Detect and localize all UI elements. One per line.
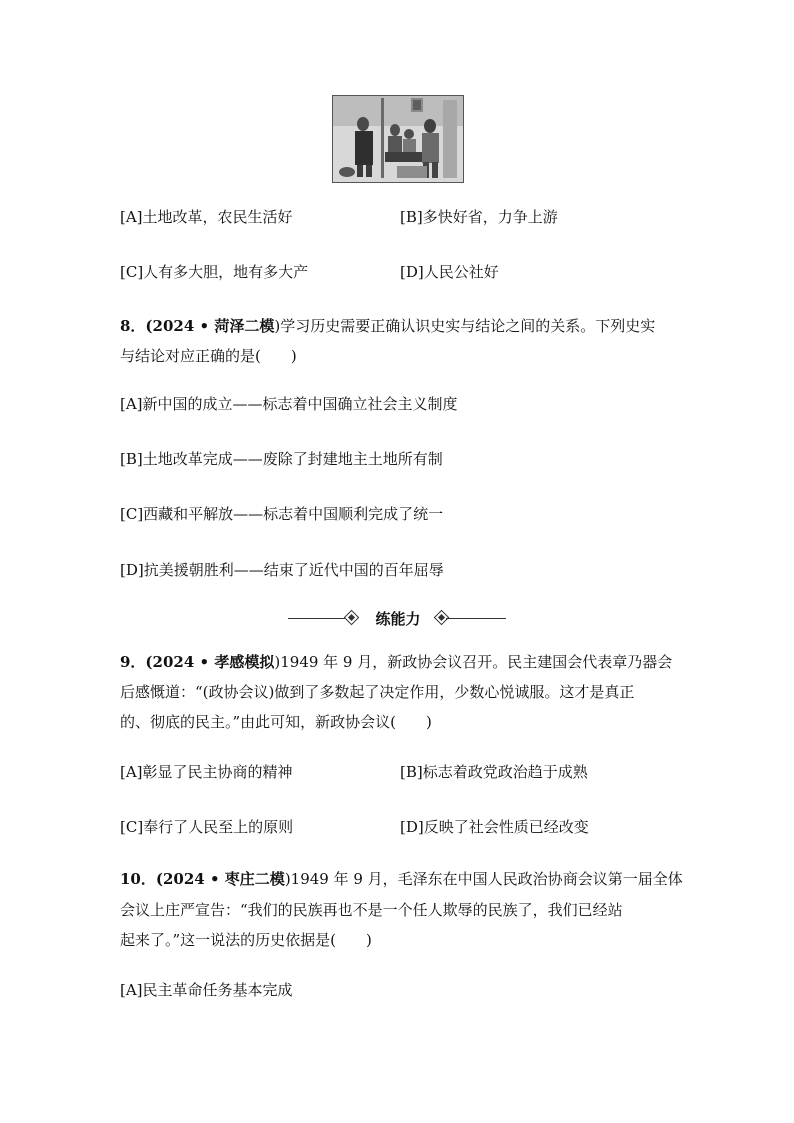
q10-stem-line1 bbox=[120, 869, 683, 889]
q7-option-d[interactable]: [D]人民公社好 bbox=[400, 263, 499, 281]
q7-option-a[interactable]: [A]土地改革，农民生活好 bbox=[120, 208, 293, 226]
q8-stem-line1 bbox=[120, 316, 655, 336]
q10-stem-line2: 会议上庄严宣告：“我们的民族再也不是一个任人欺辱的民族了，我们已经站 bbox=[120, 901, 623, 919]
q10-number: 10．(2024 bbox=[120, 870, 205, 888]
section-title: 练能力 bbox=[375, 610, 421, 628]
q9-stem-line3: 的、彻底的民主。”由此可知，新政协会议( ) bbox=[120, 713, 432, 731]
diamond-icon bbox=[344, 610, 360, 626]
q10-option-a[interactable]: [A]民主革命任务基本完成 bbox=[120, 981, 293, 999]
divider-rule-right bbox=[446, 618, 506, 619]
q10-stem-tail: )1949 年 9 月，毛泽东在中国人民政治协商会议第一届全体 bbox=[284, 870, 683, 888]
q10-source: 枣庄二模 bbox=[224, 870, 285, 888]
q10-stem-line3: 起来了。”这一说法的历史依据是( ) bbox=[120, 931, 372, 949]
section-divider bbox=[288, 608, 506, 630]
q7-option-c[interactable]: [C]人有多大胆，地有多大产 bbox=[120, 263, 309, 281]
q8-option-d[interactable]: [D]抗美援朝胜利——结束了近代中国的百年屈辱 bbox=[120, 561, 444, 579]
q9-stem-line2: 后感慨道：“(政协会议)做到了多数起了决定作用，少数心悦诚服。这才是真正 bbox=[120, 683, 635, 701]
q9-source: 孝感模拟 bbox=[214, 653, 275, 671]
q8-option-c[interactable]: [C]西藏和平解放——标志着中国顺利完成了统一 bbox=[120, 505, 444, 523]
q10-dot: • bbox=[209, 870, 220, 888]
q9-option-d[interactable]: [D]反映了社会性质已经改变 bbox=[400, 818, 589, 836]
q9-option-a[interactable]: [A]彰显了民主协商的精神 bbox=[120, 763, 293, 781]
q8-option-b[interactable]: [B]土地改革完成——废除了封建地主土地所有制 bbox=[120, 450, 443, 468]
q8-dot: • bbox=[199, 317, 210, 335]
q8-number: 8．(2024 bbox=[120, 317, 195, 335]
divider-rule-left bbox=[288, 618, 346, 619]
q7-option-b[interactable]: [B]多快好省，力争上游 bbox=[400, 208, 558, 226]
q8-option-a[interactable]: [A]新中国的成立——标志着中国确立社会主义制度 bbox=[120, 395, 458, 413]
q8-stem-tail: )学习历史需要正确认识史实与结论之间的关系。下列史实 bbox=[274, 317, 656, 335]
q8-stem-line2: 与结论对应正确的是( ) bbox=[120, 347, 297, 365]
q9-option-b[interactable]: [B]标志着政党政治趋于成熟 bbox=[400, 763, 588, 781]
q9-number: 9．(2024 bbox=[120, 653, 195, 671]
q8-source: 菏泽二模 bbox=[214, 317, 275, 335]
illustration-drawing bbox=[333, 96, 463, 182]
q9-option-c[interactable]: [C]奉行了人民至上的原则 bbox=[120, 818, 294, 836]
q9-dot: • bbox=[199, 653, 210, 671]
historical-illustration bbox=[332, 95, 464, 183]
q9-stem-tail: )1949 年 9 月，新政协会议召开。民主建国会代表章乃器会 bbox=[274, 653, 673, 671]
q9-stem-line1 bbox=[120, 652, 672, 672]
